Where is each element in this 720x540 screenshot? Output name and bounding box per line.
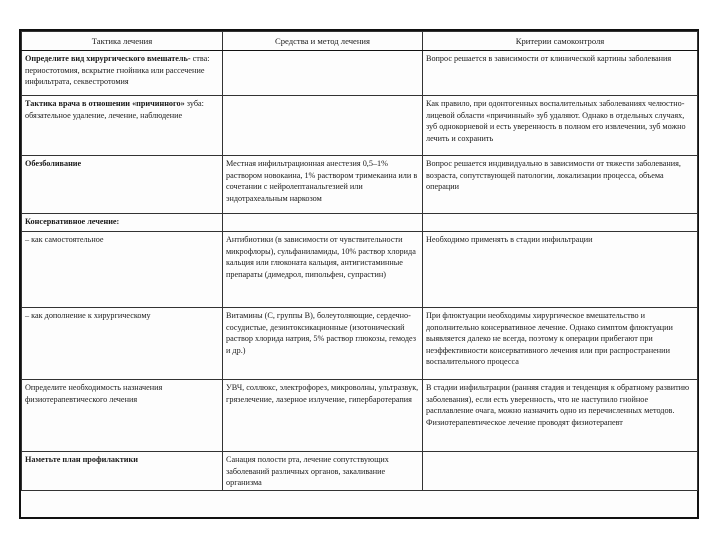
criteria-cell: При флюктуации необходимы хирургическое вмешательство и дополнительно консервативное лечение. Однако симптом флюктуации выявляется далеко не всегда, поэтому к операции прибегают при неэффективности консервативного лечения или при распространении воспалительного процесса <box>423 308 698 380</box>
table-row <box>22 380 698 452</box>
table-row <box>22 96 698 156</box>
table-row <box>22 156 698 214</box>
header-means: Средства и метод лечения <box>223 32 423 51</box>
header-tactics: Тактика лечения <box>22 32 223 51</box>
criteria-cell: Необходимо применять в стадии инфильтрации <box>423 232 698 308</box>
criteria-cell: Вопрос решается индивидуально в зависимости от тяжести заболевания, возраста, сопутствующей патологии, локализации процесса, объема операции <box>423 156 698 214</box>
criteria-cell <box>423 452 698 491</box>
means-cell <box>223 51 423 96</box>
criteria-cell <box>423 214 698 232</box>
means-cell <box>223 214 423 232</box>
treatment-table <box>21 31 698 491</box>
header-row <box>22 32 698 51</box>
criteria-cell: Вопрос решается в зависимости от клинической картины заболевания <box>423 51 698 96</box>
table-row <box>22 232 698 308</box>
means-cell: Местная инфильтрационная анестезия 0,5–1% раствором новокаина, 1% раствором тримекаина или в сочетании с нейролептанальгезией или эндотрахеальным наркозом <box>223 156 423 214</box>
header-criteria: Критерии самоконтроля <box>423 32 698 51</box>
tactics-cell: Определите необходимость назначения физиотерапевтического лечения <box>22 380 223 452</box>
means-cell: Санация полости рта, лечение сопутствующих заболеваний различных органов, закаливание организма <box>223 452 423 491</box>
tactics-cell: – как самостоятельное <box>22 232 223 308</box>
means-cell: УВЧ, соллюкс, электрофорез, микроволны, ультразвук, грязелечение, лазерное излучение, гипербаротерапия <box>223 380 423 452</box>
tactics-cell: Определите вид хирургического вмешатель- ства: периостотомия, вскрытие гнойника или рассечение инфильтрата, секвестротомия <box>22 51 223 96</box>
tactics-cell: Тактика врача в отношении «причинного» зуба: обязательное удаление, лечение, наблюдение <box>22 96 223 156</box>
tactics-cell: Наметьте план профилактики <box>22 452 223 491</box>
document-page <box>19 29 699 519</box>
means-cell: Витамины (С, группы В), болеутоляющие, сердечно-сосудистые, дезинтоксикационные (изотонический раствор хлорида натрия, 5% раствор глюкозы, гемодез и др.) <box>223 308 423 380</box>
tactics-cell: – как дополнение к хирургическому <box>22 308 223 380</box>
means-cell: Антибиотики (в зависимости от чувствительности микрофлоры), сульфаниламиды, 10% раствор хлорида кальция или глюконата кальция, антигистаминные препараты (димедрол, пипольфен, супрастин) <box>223 232 423 308</box>
tactics-cell: Обезболивание <box>22 156 223 214</box>
means-cell <box>223 96 423 156</box>
table-row <box>22 51 698 96</box>
table-row <box>22 214 698 232</box>
tactics-cell: Консервативное лечение: <box>22 214 223 232</box>
table-row <box>22 452 698 491</box>
table-row <box>22 308 698 380</box>
criteria-cell: В стадии инфильтрации (ранняя стадия и тенденция к обратному развитию заболевания), если есть уверенность, что не наступило гнойное расплавление очага, можно назначить одно из перечисленных методов. Физиотерапевтическое лечение проводят физиотерапевт <box>423 380 698 452</box>
criteria-cell: Как правило, при одонтогенных воспалительных заболеваниях челюстно-лицевой области «причинный» зуб удаляют. Однако в отдельных случаях, зуб однокорневой и есть уверенность в полном его извлечении, зуб можно лечить и сохранить <box>423 96 698 156</box>
